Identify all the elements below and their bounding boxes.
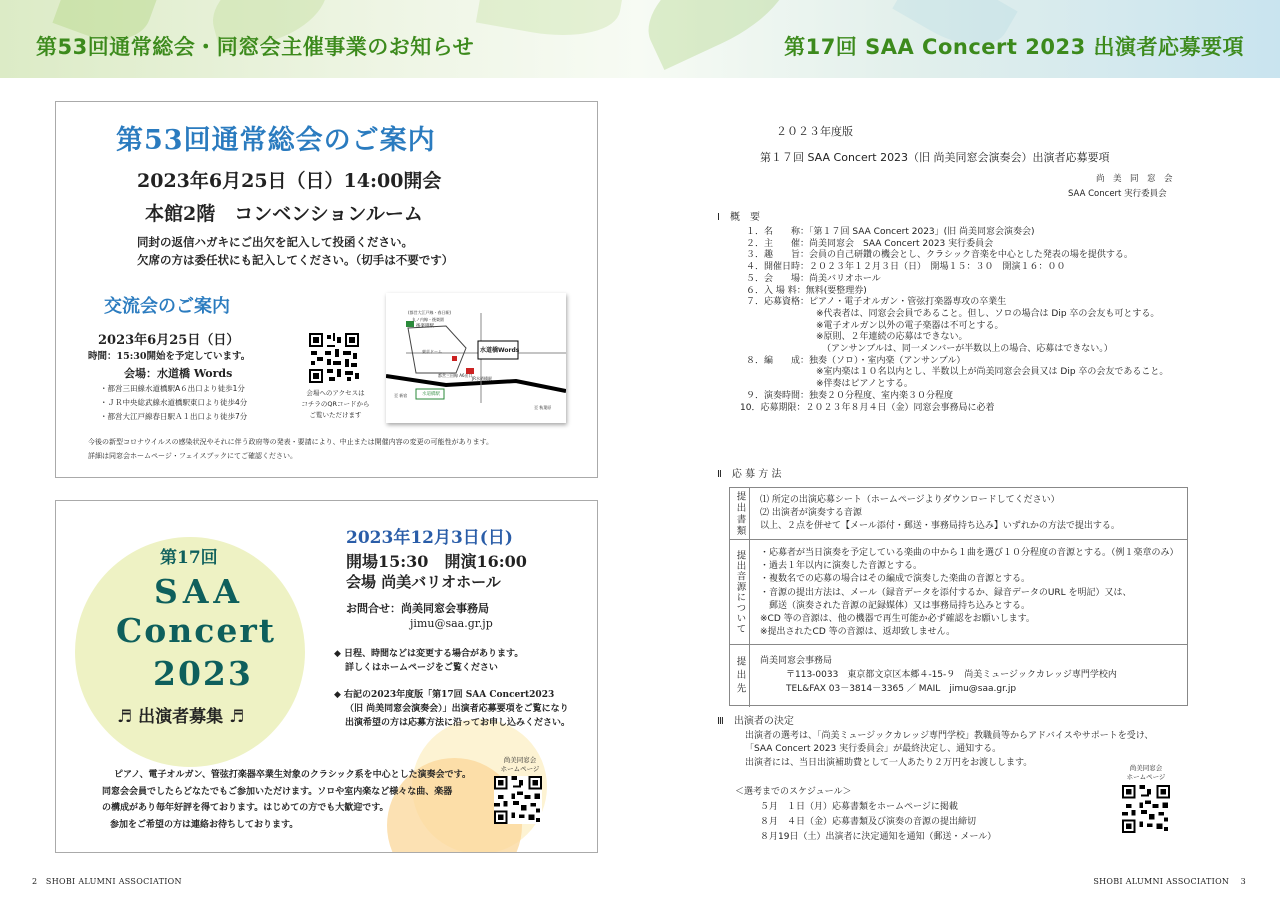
- decision-line: 「SAA Concert 2023 実行委員会」が最終決定し、通知する。: [745, 744, 1002, 755]
- schedule-item: ８月 ４日（金）応募書類及び演奏の音源の提出締切: [760, 817, 977, 827]
- row-content: [760, 494, 1120, 534]
- meeting-datetime: 2023年6月25日（日）14:00開会: [137, 170, 442, 192]
- section-application: Ⅱ 応 募 方 法: [717, 469, 782, 480]
- map-label: 東京ドーム: [422, 349, 442, 354]
- right-page-title: 第17回 SAA Concert 2023 出演者応募要項: [784, 35, 1244, 59]
- meeting-title: 第53回通常総会のご案内: [116, 125, 436, 156]
- row-label-text: 提出書類: [734, 490, 746, 537]
- row-label: [730, 540, 750, 644]
- content-line: ・応募者が当日演奏を予定している楽曲の中から１曲を選び１０分程度の音源とする。（例１楽章のみ）: [760, 548, 1179, 558]
- schedule-list: [760, 800, 996, 845]
- content-line: 尚美同窓会事務局: [760, 656, 833, 666]
- concert-name: Concert: [116, 611, 276, 650]
- application-table: [729, 487, 1188, 706]
- content-line: ・音源の提出方法は、メール（録音データを添付するか、録音データのURL を明記）又は、: [760, 587, 1132, 598]
- map-label: 丸ノ内線・後楽園: [412, 317, 444, 322]
- row-content: [760, 654, 1117, 696]
- social-venue: 会場：水道橋 Words: [124, 367, 233, 380]
- content-line: ⑵ 出演者が演奏する音源: [760, 508, 862, 519]
- row-label-text: 提出先: [734, 655, 746, 697]
- social-title: 交流会のご案内: [104, 296, 230, 317]
- row-content: [760, 547, 1179, 639]
- overview-item: ※代表者は、同窓会会員であること。但し、ソロの場合は Dip 卒の会友も可とする。: [816, 308, 1160, 319]
- qr-label: [498, 756, 542, 774]
- map-label: 至 新宿: [394, 393, 408, 398]
- qr-label: [1120, 764, 1172, 782]
- overview-item: ９．演奏時間：独奏２０分程度、室内楽３０分程度: [746, 390, 954, 401]
- overview-item: ※原則、２年連続の応募はできない。: [816, 332, 968, 343]
- social-date: 2023年6月25日（日）: [98, 333, 240, 348]
- rules-organizer: 尚 美 同 窓 会: [1096, 174, 1173, 184]
- leaf-decoration: [631, 0, 810, 70]
- concert-notice: （旧 尚美同窓会演奏会）」出演者応募要項をご覧になり: [345, 704, 569, 714]
- access-item: ・都営三田線水道橋駅A６出口より徒歩1分: [100, 384, 245, 393]
- overview-item: ５．会 場：尚美バリオホール: [746, 273, 881, 284]
- map-label: (都営大江戸線・春日駅): [408, 310, 452, 315]
- qr-label-line: ホームページ: [500, 765, 540, 773]
- overview-item: ６．入 場 料：無料(要整理券): [746, 285, 867, 296]
- map-label: 水道橋Words: [480, 347, 520, 354]
- content-line: 以上、２点を併せて【メール添付・郵送・事務局持ち込み】いずれかの方法で提出する。: [760, 521, 1120, 532]
- section-overview: Ⅰ 概 要: [717, 212, 760, 223]
- footer-text: SHOBI ALUMNI ASSOCIATION: [1093, 877, 1230, 886]
- recruit-label: ♬ 出演者募集 ♬: [117, 707, 245, 727]
- content-line: ・複数名での応募の場合はその編成で演奏した楽曲の音源とする。: [760, 574, 1031, 585]
- row-label: [730, 488, 750, 539]
- qr-label-line: 尚美同窓会: [503, 756, 537, 764]
- homepage-qr-code[interactable]: [1122, 785, 1170, 833]
- overview-item: １．名 称：「第１７回 SAA Concert 2023」(旧 尚美同窓会演奏会): [746, 227, 1035, 237]
- concert-venue: 会場 尚美バリオホール: [346, 573, 501, 591]
- table-row: [730, 645, 1187, 707]
- content-line: 郵送（演奏された音源の記録媒体）又は事務局持ち込みとする。: [760, 600, 1031, 611]
- footer-left: [32, 877, 182, 886]
- row-label: [730, 645, 750, 707]
- rules-year: ２０２３年度版: [776, 125, 853, 138]
- concert-edition: 第17回: [160, 548, 218, 568]
- content-line: ・過去１年以内に演奏した音源とする。: [760, 561, 923, 572]
- map-label: 至 秋葉原: [534, 405, 552, 410]
- leaf-decoration: [476, 0, 624, 47]
- meeting-disclaimer: 今後の新型コロナウイルスの感染状況やそれに伴う政府等の発表・要請により、中止または開催内容の変更の可能性があります。: [88, 438, 494, 446]
- concert-date: 2023年12月3日(日): [346, 528, 513, 548]
- decision-line: 出演者には、当日出演補助費として一人あたり２万円をお渡しします。: [745, 757, 1033, 768]
- meeting-disclaimer: 詳細は同窓会ホームページ・フェイスブックにてご確認ください。: [88, 452, 297, 460]
- qr-label-line: 尚美同窓会: [1129, 764, 1163, 772]
- concert-year: 2023: [153, 654, 253, 693]
- concert-description: [102, 767, 471, 833]
- qr-caption-line: コチラのQRコードから: [301, 400, 370, 408]
- content-line[interactable]: TEL&FAX 03－3814－3365 ／ MAIL jimu@saa.gr.jp: [786, 684, 1017, 694]
- homepage-qr-code[interactable]: [494, 776, 542, 824]
- footer-text: SHOBI ALUMNI ASSOCIATION: [45, 877, 182, 886]
- overview-item: ４．開催日時：２０２３年１２月３日（日） 開場１５：３０ 開演１６：００: [746, 262, 1066, 273]
- meeting-note: 同封の返信ハガキにご出欠を記入して投函ください。: [137, 235, 413, 249]
- access-item: ・都営大江戸線春日駅Ａ１出口より徒歩7分: [100, 412, 248, 421]
- meeting-note: 欠席の方は委任状にも記入してください。（切手は不要です）: [137, 253, 454, 267]
- venue-map: [386, 293, 566, 423]
- left-page-title: 第53回通常総会・同窓会主催事業のお知らせ: [36, 35, 475, 59]
- qr-caption-line: 会場へのアクセスは: [306, 389, 365, 397]
- page-number: 2: [32, 877, 38, 886]
- concert-email[interactable]: jimu@saa.gr.jp: [410, 617, 493, 630]
- concert-notice: 詳しくはホームページをご覧ください: [345, 663, 498, 673]
- content-line: ※提出されたCD 等の音源は、返却致しません。: [760, 627, 956, 638]
- decision-line: 出演者の選考は、「尚美ミュージックカレッジ専門学校」教職員等からアドバイスやサポートを受け、: [745, 731, 1154, 741]
- schedule-item: ５月 １日（月）応募書類をホームページに掲載: [760, 802, 958, 812]
- overview-item: ※電子オルガン以外の電子楽器は不可とする。: [816, 320, 1004, 331]
- overview-item: ※室内楽は１０名以内とし、半数以上が尚美同窓会会員又は Dip 卒の会友であること。: [816, 367, 1169, 378]
- overview-item: ※伴奏はピアノとする。: [816, 379, 913, 390]
- qr-caption: [283, 388, 388, 421]
- description-line: の構成があり毎年好評を得ております。はじめての方でも大歓迎です。: [102, 803, 389, 813]
- page-header: [0, 0, 1280, 78]
- description-line: 参加をご希望の方は連絡お待ちしております。: [110, 819, 299, 830]
- page-number: 3: [1240, 877, 1246, 886]
- overview-item: ３．趣 旨：会員の自己研鑽の機会とし、クラシック音楽を中心とした発表の場を提供する。: [746, 250, 1133, 261]
- meeting-venue: 本館2階 コンベンションルーム: [145, 203, 423, 225]
- access-list: [100, 382, 247, 424]
- content-line: ※CD 等の音源は、他の機器で再生可能か必ず確認をお願いします。: [760, 614, 1035, 625]
- table-row: [730, 488, 1187, 540]
- content-line: ⑴ 所定の出演応募シート（ホームページよりダウンロードしてください）: [760, 495, 1060, 505]
- access-item: ・ＪＲ中央総武線水道橋駅東口より徒歩4分: [100, 398, 248, 407]
- footer-right: [1093, 877, 1246, 886]
- qr-caption-line: ご覧いただけます: [309, 411, 362, 419]
- venue-qr-code[interactable]: [309, 333, 359, 383]
- map-label: 都営三田線 A6出口: [438, 373, 473, 378]
- section-decision: Ⅲ 出演者の決定: [717, 716, 794, 727]
- overview-item: ７．応募資格：ピアノ・電子オルガン・管弦打楽器専攻の卒業生: [746, 297, 1007, 308]
- overview-item: 10．応募期限：２０２３年８月４日（金）同窓会事務局に必着: [740, 402, 995, 413]
- row-label-text: 提出音源について: [734, 550, 746, 634]
- concert-notice: 出演希望の方は応募方法に沿ってお申し込みください。: [345, 718, 571, 728]
- concert-name: SAA: [154, 572, 245, 611]
- content-line: 〒113-0033 東京都文京区本郷４-15-９ 尚美ミュージックカレッジ専門学校内: [786, 670, 1117, 680]
- decision-text: [745, 730, 1153, 770]
- schedule-title: ＜選考までのスケジュール＞: [735, 787, 852, 797]
- concert-notice: ◆ 日程、時間などは変更する場合があります。: [334, 649, 524, 659]
- overview-item: （アンサンブルは、同一メンバーが半数以上の場合、応募はできない。）: [822, 344, 1113, 355]
- overview-list: [740, 227, 1169, 414]
- map-label: JR水道橋駅: [472, 376, 492, 381]
- map-label: 水道橋駅: [422, 392, 440, 397]
- overview-item: ８．編 成：独奏（ソロ）・室内楽（アンサンブル）: [746, 355, 966, 366]
- social-time: 時間：15:30開始を予定しています。: [88, 351, 251, 362]
- description-line: ピアノ、電子オルガン、管弦打楽器卒業生対象のクラシック系を中心とした演奏会です。: [114, 770, 471, 780]
- concert-open-time: 開場15:30 開演16:00: [346, 552, 527, 571]
- schedule-item: ８月19日（土）出演者に決定通知を通知（郵送・メール）: [760, 832, 997, 842]
- table-row: [730, 540, 1187, 645]
- description-line: 同窓会会員でしたらどなたでもご参加いただけます。ソロや室内楽など様々な曲、楽器: [102, 786, 453, 797]
- map-label: 後楽園駅: [416, 324, 434, 329]
- concert-contact: お問合せ：尚美同窓会事務局: [346, 602, 489, 615]
- concert-notice: ◆ 右記の2023年度版「第17回 SAA Concert2023: [334, 690, 555, 700]
- overview-item: ２．主 催：尚美同窓会 SAA Concert 2023 実行委員会: [746, 238, 994, 249]
- qr-label-line: ホームページ: [1126, 773, 1166, 781]
- rules-title: 第１７回 SAA Concert 2023（旧 尚美同窓会演奏会）出演者応募要項: [760, 151, 1110, 164]
- rules-organizer: SAA Concert 実行委員会: [1068, 189, 1167, 199]
